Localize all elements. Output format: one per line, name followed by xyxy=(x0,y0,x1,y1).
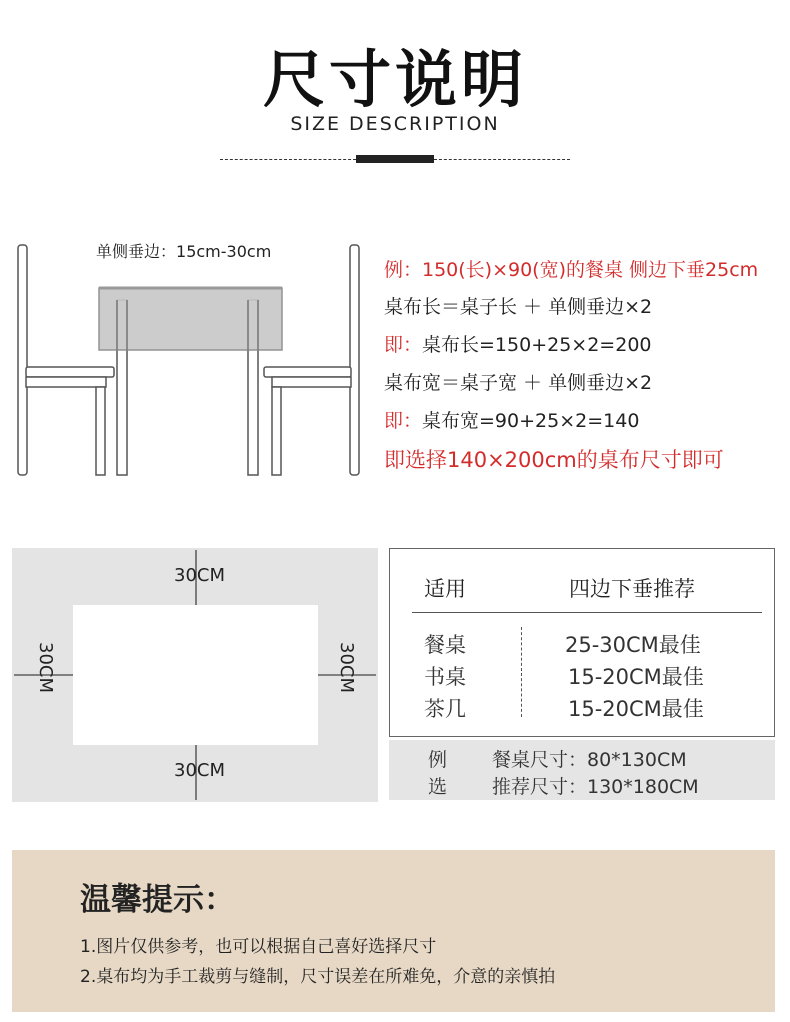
table-row-use: 茶几 xyxy=(424,697,466,721)
table-row-drop: 15-20CM最佳 xyxy=(568,697,704,721)
example-label-line1: 例 xyxy=(428,749,448,771)
dimension-top-label: 30CM xyxy=(174,565,226,586)
table-header-divider xyxy=(412,612,762,613)
example-recommended-size: 推荐尺寸：130*180CM xyxy=(492,776,699,798)
dimension-right-label: 30CM xyxy=(336,642,357,694)
header-divider-left xyxy=(220,159,356,160)
dimension-bottom-label: 30CM xyxy=(174,760,226,781)
calc-line-width-result xyxy=(384,406,639,433)
tip-item: 2.桌布均为手工裁剪与缝制，尺寸误差在所难免，介意的亲慎拍 xyxy=(80,967,556,987)
table-header-use: 适用 xyxy=(424,577,466,601)
calc-line-example: 例：150(长)×90(宽)的餐桌 侧边下垂25cm xyxy=(384,259,759,281)
calc-line-width-formula: 桌布宽＝桌子宽 ＋ 单侧垂边×2 xyxy=(384,372,653,394)
calc-value: 桌布宽=90+25×2=140 xyxy=(422,410,640,432)
table-row-use: 餐桌 xyxy=(424,633,466,657)
calc-prefix: 即： xyxy=(384,334,423,356)
table-row-drop: 25-30CM最佳 xyxy=(565,633,701,657)
calc-value: 桌布长=150+25×2=200 xyxy=(422,334,652,356)
left-chair-icon xyxy=(18,245,114,475)
dining-table-icon xyxy=(99,288,282,475)
header-divider-bar xyxy=(356,155,434,163)
table-chairs-illustration xyxy=(0,240,380,480)
table-row-use: 书桌 xyxy=(424,665,466,689)
tips-title: 温馨提示： xyxy=(80,882,235,918)
hang-label-prefix: 单侧垂边： xyxy=(96,242,177,261)
calc-line-length-result xyxy=(384,330,652,357)
page-title: 尺寸说明 xyxy=(262,43,527,116)
calc-prefix: 即： xyxy=(384,410,423,432)
calc-line-conclusion: 即选择140×200cm的桌布尺寸即可 xyxy=(384,448,724,472)
table-column-divider xyxy=(521,627,522,717)
header-divider-right xyxy=(434,159,570,160)
tip-item: 1.图片仅供参考，也可以根据自己喜好选择尺寸 xyxy=(80,937,437,957)
right-chair-icon xyxy=(264,245,359,475)
dimension-left-label: 30CM xyxy=(35,642,56,694)
example-table-size: 餐桌尺寸：80*130CM xyxy=(492,749,687,771)
page-subtitle: SIZE DESCRIPTION xyxy=(290,113,500,135)
table-row-drop: 15-20CM最佳 xyxy=(568,665,704,689)
table-header-drop: 四边下垂推荐 xyxy=(569,577,695,601)
calc-line-length-formula: 桌布长＝桌子长 ＋ 单侧垂边×2 xyxy=(384,296,653,318)
example-label-line2: 选 xyxy=(428,776,448,798)
hang-label-range: 15cm-30cm xyxy=(176,242,272,261)
